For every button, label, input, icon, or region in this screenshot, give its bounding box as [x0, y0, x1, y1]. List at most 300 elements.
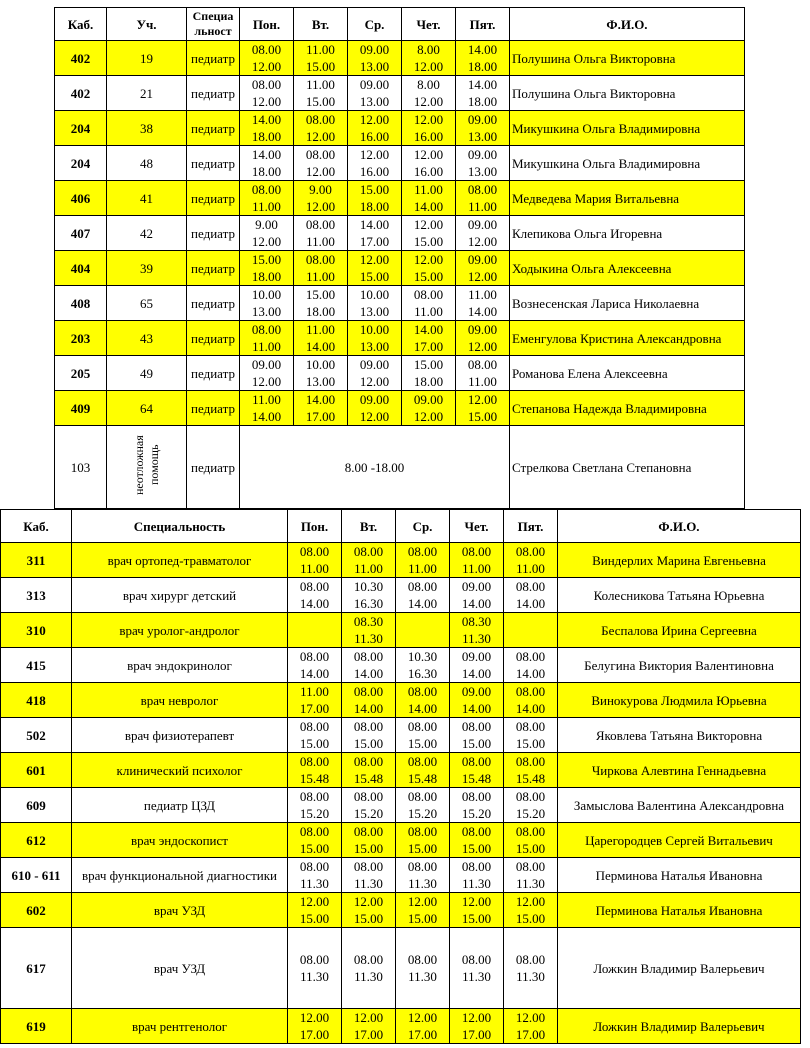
time-cell-day-3: [396, 823, 450, 858]
time-start: 12.00: [299, 1010, 330, 1025]
time-start: 08.00: [299, 649, 330, 664]
cabinet-cell: 612: [1, 823, 72, 858]
table-row: [1, 1009, 801, 1044]
time-end: 12.00: [305, 199, 336, 214]
time-end: 17.00: [413, 339, 444, 354]
time-end: 15.00: [461, 911, 492, 926]
time-start: 14.00: [413, 322, 444, 337]
column-header: Каб.: [55, 8, 107, 41]
time-cell-day-3: [396, 928, 450, 1009]
specialty-cell: врач УЗД: [72, 893, 288, 928]
table-row: [1, 788, 801, 823]
time-cell-day-5: [504, 893, 558, 928]
time-end: 12.00: [305, 164, 336, 179]
time-end: 14.00: [299, 666, 330, 681]
time-cell-day-3: [348, 111, 402, 146]
time-cell-day-5: [456, 76, 510, 111]
time-cell-day-4: [402, 286, 456, 321]
specialty-cell: педиатр: [187, 181, 240, 216]
time-start: 08.00: [515, 754, 546, 769]
time-end: 12.00: [467, 269, 498, 284]
time-end: 14.00: [515, 701, 546, 716]
time-cell-day-2: [294, 356, 348, 391]
cabinet-cell: 617: [1, 928, 72, 1009]
time-end: 15.00: [515, 911, 546, 926]
time-cell-day-3: [348, 181, 402, 216]
time-cell-day-2: [342, 543, 396, 578]
doctor-name-cell: Полушина Ольга Викторовна: [510, 41, 745, 76]
time-end: 12.00: [251, 94, 282, 109]
time-cell-day-1: [240, 146, 294, 181]
time-end: 15.00: [515, 736, 546, 751]
time-end: 11.30: [462, 969, 491, 984]
time-end: 15.48: [461, 771, 492, 786]
table-row: [1, 683, 801, 718]
doctor-name-cell: Стрелкова Светлана Степановна: [510, 426, 745, 509]
time-end: 18.00: [467, 59, 498, 74]
time-cell-day-3: [396, 718, 450, 753]
time-start: 08.00: [515, 544, 546, 559]
time-end: 16.30: [407, 666, 438, 681]
time-cell-day-3: [396, 893, 450, 928]
time-cell-day-4: [450, 718, 504, 753]
district-cell: 64: [107, 391, 187, 426]
time-end: 15.20: [461, 806, 492, 821]
time-end: 15.00: [299, 736, 330, 751]
time-start: 09.00: [467, 147, 498, 162]
time-start: 08.00: [251, 77, 282, 92]
time-start: 11.00: [306, 42, 335, 57]
time-cell-day-4: [450, 893, 504, 928]
time-start: 09.00: [467, 112, 498, 127]
time-cell-day-4: [450, 928, 504, 1009]
time-cell-day-5: [504, 718, 558, 753]
time-end: 13.00: [359, 94, 390, 109]
time-start: 14.00: [467, 77, 498, 92]
district-cell: 48: [107, 146, 187, 181]
time-start: 12.00: [353, 1010, 384, 1025]
time-end: 16.00: [413, 129, 444, 144]
working-hours-cell: 8.00 -18.00: [240, 426, 510, 509]
cabinet-cell: 311: [1, 543, 72, 578]
time-cell-day-4: [402, 356, 456, 391]
time-end: 12.00: [413, 59, 444, 74]
time-start: 09.00: [413, 392, 444, 407]
time-start: 08.00: [407, 952, 438, 967]
time-end: 12.00: [305, 129, 336, 144]
time-end: 13.00: [251, 304, 282, 319]
specialty-cell: врач невролог: [72, 683, 288, 718]
specialty-cell: врач УЗД: [72, 928, 288, 1009]
time-cell-day-4: [450, 683, 504, 718]
time-end: 15.00: [407, 841, 438, 856]
doctor-name-cell: Ходыкина Ольга Алексеевна: [510, 251, 745, 286]
specialty-cell: врач физиотерапевт: [72, 718, 288, 753]
time-cell-day-1: [240, 181, 294, 216]
column-header: Вт.: [294, 8, 348, 41]
time-cell-day-4: [450, 543, 504, 578]
specialty-cell: врач эндокринолог: [72, 648, 288, 683]
time-end: 11.30: [408, 876, 437, 891]
time-cell-day-4: [450, 753, 504, 788]
doctor-name-cell: Еменгулова Кристина Александровна: [510, 321, 745, 356]
district-cell: 21: [107, 76, 187, 111]
time-start: 08.00: [467, 182, 498, 197]
time-cell-day-2: [342, 718, 396, 753]
time-cell-day-1: [288, 928, 342, 1009]
time-end: 14.00: [413, 199, 444, 214]
time-end: 13.00: [359, 59, 390, 74]
time-end: 11.00: [252, 339, 281, 354]
time-end: 17.00: [407, 1027, 438, 1042]
doctor-name-cell: Микушкина Ольга Владимировна: [510, 111, 745, 146]
time-cell-day-4: [402, 251, 456, 286]
time-cell-day-2: [294, 76, 348, 111]
specialty-cell: врач ортопед-травматолог: [72, 543, 288, 578]
time-end: 17.00: [359, 234, 390, 249]
time-start: 08.00: [407, 859, 438, 874]
time-end: 11.30: [300, 969, 329, 984]
time-cell-day-1: [288, 578, 342, 613]
column-header: Ф.И.О.: [558, 510, 801, 543]
urgent-care-label: неотложная помощь: [131, 435, 161, 495]
time-end: 18.00: [305, 304, 336, 319]
time-start: 12.00: [353, 894, 384, 909]
doctor-name-cell: Белугина Виктория Валентиновна: [558, 648, 801, 683]
time-start: 12.00: [515, 1010, 546, 1025]
cabinet-cell: 103: [55, 426, 107, 509]
time-start: 08.00: [251, 42, 282, 57]
specialty-cell: педиатр: [187, 356, 240, 391]
time-start: 12.00: [461, 894, 492, 909]
time-cell-day-5: [456, 111, 510, 146]
time-start: 11.00: [306, 77, 335, 92]
time-cell-day-5: [504, 858, 558, 893]
time-cell-day-3: [396, 578, 450, 613]
table-row: [1, 543, 801, 578]
time-cell-day-2: [342, 613, 396, 648]
time-end: 11.00: [462, 561, 491, 576]
doctor-name-cell: Винокурова Людмила Юрьевна: [558, 683, 801, 718]
doctor-name-cell: Клепикова Ольга Игоревна: [510, 216, 745, 251]
time-end: 15.00: [359, 269, 390, 284]
specialty-cell: врач рентгенолог: [72, 1009, 288, 1044]
time-cell-day-1: [240, 251, 294, 286]
cabinet-cell: 408: [55, 286, 107, 321]
header-row: [55, 8, 745, 41]
column-header: Специа льност: [187, 8, 240, 41]
time-cell-day-3: [348, 286, 402, 321]
time-start: 08.00: [407, 579, 438, 594]
table-row: [1, 928, 801, 1009]
time-end: 15.00: [353, 736, 384, 751]
time-end: 12.00: [359, 374, 390, 389]
time-start: 08.00: [305, 252, 336, 267]
time-cell-day-1: [288, 543, 342, 578]
time-end: 12.00: [359, 409, 390, 424]
time-cell-day-1: [288, 683, 342, 718]
time-start: 14.00: [467, 42, 498, 57]
cabinet-cell: 406: [55, 181, 107, 216]
time-cell-day-1: [240, 76, 294, 111]
time-start: 09.00: [359, 42, 390, 57]
time-cell-day-1: [288, 788, 342, 823]
time-start: 11.00: [414, 182, 443, 197]
column-header: Пон.: [288, 510, 342, 543]
time-end: 11.30: [408, 969, 437, 984]
table-row: [1, 578, 801, 613]
time-cell-day-5: [504, 613, 558, 648]
time-end: 11.00: [468, 374, 497, 389]
time-end: 11.30: [516, 969, 545, 984]
time-end: 15.48: [407, 771, 438, 786]
district-cell: 49: [107, 356, 187, 391]
district-cell: 38: [107, 111, 187, 146]
time-cell-day-4: [402, 391, 456, 426]
time-end: 15.00: [299, 911, 330, 926]
time-start: 08.00: [299, 754, 330, 769]
district-cell: [107, 426, 187, 509]
cabinet-cell: 602: [1, 893, 72, 928]
time-cell-day-5: [504, 1009, 558, 1044]
header-row: [1, 510, 801, 543]
time-start: 11.00: [252, 392, 281, 407]
time-cell-day-5: [504, 823, 558, 858]
doctor-name-cell: Яковлева Татьяна Викторовна: [558, 718, 801, 753]
time-start: 08.00: [461, 789, 492, 804]
time-cell-day-2: [294, 146, 348, 181]
time-start: 08.00: [515, 579, 546, 594]
doctor-name-cell: Романова Елена Алексеевна: [510, 356, 745, 391]
time-cell-day-2: [294, 251, 348, 286]
time-cell-day-1: [240, 391, 294, 426]
time-start: 08.00: [353, 824, 384, 839]
time-start: 08.00: [353, 684, 384, 699]
column-header: Чет.: [450, 510, 504, 543]
time-start: 08.00: [299, 859, 330, 874]
time-end: 15.00: [413, 234, 444, 249]
time-end: 14.00: [467, 304, 498, 319]
time-cell-day-5: [456, 286, 510, 321]
doctor-name-cell: Перминова Наталья Ивановна: [558, 893, 801, 928]
time-cell-day-2: [342, 788, 396, 823]
time-end: 18.00: [413, 374, 444, 389]
time-cell-day-2: [342, 928, 396, 1009]
time-cell-day-5: [504, 648, 558, 683]
time-cell-day-2: [342, 753, 396, 788]
time-end: 16.00: [359, 164, 390, 179]
time-cell-day-1: [240, 286, 294, 321]
specialty-cell: клинический психолог: [72, 753, 288, 788]
time-start: 08.00: [299, 719, 330, 734]
time-end: 14.00: [515, 596, 546, 611]
cabinet-cell: 609: [1, 788, 72, 823]
table-row: [1, 648, 801, 683]
time-cell-day-2: [342, 578, 396, 613]
time-cell-day-5: [456, 146, 510, 181]
time-end: 18.00: [251, 129, 282, 144]
time-start: 12.00: [359, 112, 390, 127]
time-start: 09.00: [461, 579, 492, 594]
time-cell-day-2: [294, 286, 348, 321]
time-end: 15.00: [461, 841, 492, 856]
time-start: 08.00: [467, 357, 498, 372]
time-start: 14.00: [305, 392, 336, 407]
time-end: 17.00: [299, 1027, 330, 1042]
column-header: Пон.: [240, 8, 294, 41]
time-end: 15.00: [353, 911, 384, 926]
time-end: 14.00: [407, 701, 438, 716]
time-start: 14.00: [251, 112, 282, 127]
pediatrician-schedule-table: [54, 7, 745, 509]
time-start: 12.00: [413, 112, 444, 127]
time-start: 08.30: [461, 614, 492, 629]
time-end: 14.00: [353, 666, 384, 681]
time-cell-day-2: [294, 321, 348, 356]
time-cell-day-1: [288, 753, 342, 788]
time-cell-day-5: [456, 391, 510, 426]
time-cell-day-3: [348, 391, 402, 426]
time-start: 8.00: [417, 77, 440, 92]
time-start: 08.00: [461, 754, 492, 769]
time-start: 08.00: [515, 859, 546, 874]
specialty-cell: педиатр ЦЗД: [72, 788, 288, 823]
column-header: Ср.: [348, 8, 402, 41]
time-end: 12.00: [413, 409, 444, 424]
time-start: 08.00: [305, 217, 336, 232]
time-start: 09.00: [467, 252, 498, 267]
district-cell: 42: [107, 216, 187, 251]
time-start: 08.00: [515, 952, 546, 967]
time-cell-day-5: [504, 683, 558, 718]
time-start: 09.00: [461, 684, 492, 699]
time-end: 17.00: [299, 701, 330, 716]
time-cell-day-4: [402, 216, 456, 251]
time-end: 11.30: [516, 876, 545, 891]
time-cell-day-1: [240, 111, 294, 146]
time-start: 08.00: [251, 322, 282, 337]
time-end: 15.48: [299, 771, 330, 786]
time-start: 10.30: [353, 579, 384, 594]
time-start: 08.00: [299, 789, 330, 804]
time-end: 17.00: [353, 1027, 384, 1042]
time-start: 08.00: [461, 719, 492, 734]
time-cell-day-3: [396, 753, 450, 788]
time-end: 15.00: [467, 409, 498, 424]
time-cell-day-1: [288, 823, 342, 858]
time-start: 12.00: [407, 894, 438, 909]
specialty-cell: врач эндоскопист: [72, 823, 288, 858]
time-cell-day-2: [294, 391, 348, 426]
doctor-name-cell: Медведева Мария Витальевна: [510, 181, 745, 216]
cabinet-cell: 415: [1, 648, 72, 683]
table-row: [55, 391, 745, 426]
time-cell-day-1: [288, 613, 342, 648]
cabinet-cell: 409: [55, 391, 107, 426]
time-start: 08.00: [407, 544, 438, 559]
cabinet-cell: 601: [1, 753, 72, 788]
time-start: 15.00: [413, 357, 444, 372]
time-cell-day-3: [396, 1009, 450, 1044]
time-start: 08.00: [305, 147, 336, 162]
time-end: 18.00: [251, 164, 282, 179]
table-row: [55, 146, 745, 181]
table-row: [1, 718, 801, 753]
doctor-name-cell: Чиркова Алевтина Геннадьевна: [558, 753, 801, 788]
doctor-name-cell: Перминова Наталья Ивановна: [558, 858, 801, 893]
time-cell-day-3: [348, 216, 402, 251]
time-cell-day-2: [342, 823, 396, 858]
time-cell-day-3: [348, 321, 402, 356]
specialty-cell: врач уролог-андролог: [72, 613, 288, 648]
time-start: 12.00: [359, 252, 390, 267]
table-row: [55, 41, 745, 76]
time-end: 12.00: [251, 234, 282, 249]
time-cell-day-1: [288, 893, 342, 928]
time-cell-day-5: [504, 788, 558, 823]
specialty-cell: педиатр: [187, 286, 240, 321]
time-start: 08.00: [353, 952, 384, 967]
time-cell-day-4: [402, 111, 456, 146]
time-start: 09.00: [461, 649, 492, 664]
specialty-cell: педиатр: [187, 426, 240, 509]
time-end: 15.20: [407, 806, 438, 821]
time-end: 12.00: [467, 234, 498, 249]
time-cell-day-2: [342, 683, 396, 718]
time-cell-day-5: [456, 216, 510, 251]
doctor-name-cell: Замыслова Валентина Александровна: [558, 788, 801, 823]
time-start: 08.00: [461, 859, 492, 874]
time-cell-day-1: [288, 1009, 342, 1044]
time-cell-day-5: [456, 181, 510, 216]
time-start: 08.30: [353, 614, 384, 629]
time-end: 17.00: [461, 1027, 492, 1042]
time-start: 11.00: [306, 322, 335, 337]
column-header: Ср.: [396, 510, 450, 543]
time-start: 14.00: [359, 217, 390, 232]
time-cell-day-2: [294, 216, 348, 251]
time-start: 12.00: [299, 894, 330, 909]
time-cell-day-3: [396, 683, 450, 718]
column-header: Каб.: [1, 510, 72, 543]
time-end: 11.00: [468, 199, 497, 214]
time-start: 08.00: [515, 684, 546, 699]
time-cell-day-4: [402, 76, 456, 111]
time-end: 11.00: [300, 561, 329, 576]
column-header: Вт.: [342, 510, 396, 543]
time-start: 08.00: [353, 544, 384, 559]
time-start: 10.00: [305, 357, 336, 372]
time-start: 08.00: [407, 754, 438, 769]
cabinet-cell: 407: [55, 216, 107, 251]
time-end: 15.00: [305, 94, 336, 109]
time-end: 15.00: [461, 736, 492, 751]
time-start: 08.00: [299, 579, 330, 594]
time-end: 15.00: [407, 911, 438, 926]
time-end: 11.30: [354, 969, 383, 984]
time-cell-day-3: [396, 613, 450, 648]
time-start: 09.00: [467, 217, 498, 232]
specialty-cell: педиатр: [187, 41, 240, 76]
column-header: Ф.И.О.: [510, 8, 745, 41]
time-start: 09.00: [359, 77, 390, 92]
doctor-name-cell: Ложкин Владимир Валерьевич: [558, 928, 801, 1009]
time-end: 12.00: [413, 94, 444, 109]
time-end: 11.00: [414, 304, 443, 319]
doctor-name-cell: Колесникова Татьяна Юрьевна: [558, 578, 801, 613]
time-end: 15.00: [407, 736, 438, 751]
time-start: 08.00: [353, 789, 384, 804]
